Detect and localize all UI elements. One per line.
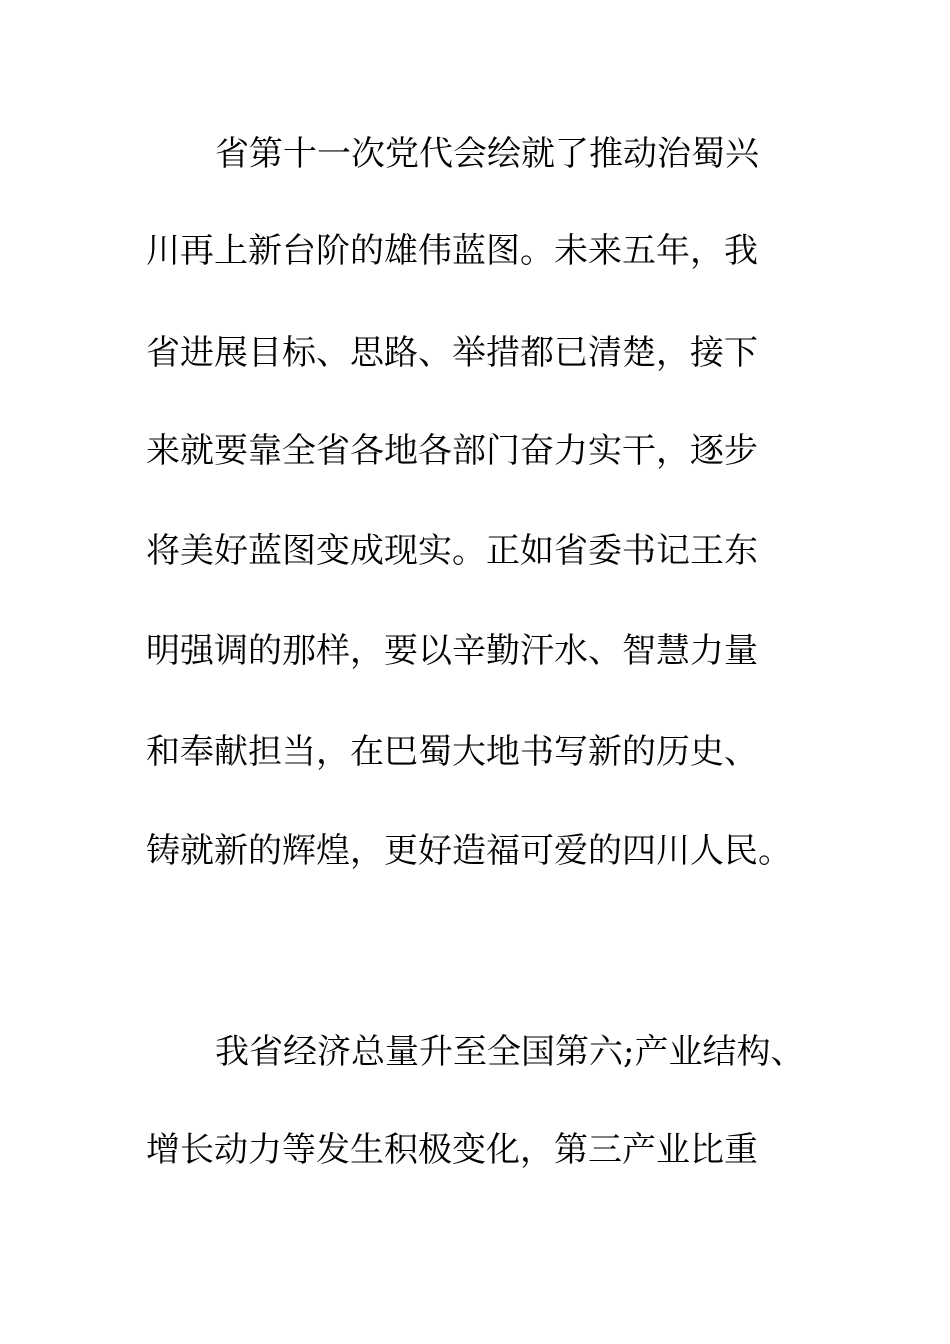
paragraph-line: 省第十一次党代会绘就了推动治蜀兴 xyxy=(215,134,759,174)
paragraph-line: 省进展目标、思路、举措都已清楚，接下 xyxy=(146,333,758,373)
paragraph-line: 和奉献担当，在巴蜀大地书写新的历史、 xyxy=(146,732,758,772)
paragraph-line: 明强调的那样，要以辛勤汗水、智慧力量 xyxy=(146,631,758,671)
paragraph-line: 我省经济总量升至全国第六;产业结构、 xyxy=(215,1032,805,1072)
paragraph-line: 来就要靠全省各地各部门奋力实干，逐步 xyxy=(146,431,758,471)
paragraph-line: 铸就新的辉煌，更好造福可爱的四川人民。 xyxy=(146,831,792,871)
paragraph-line: 增长动力等发生积极变化，第三产业比重 xyxy=(146,1130,758,1170)
paragraph-line: 将美好蓝图变成现实。正如省委书记王东 xyxy=(146,531,758,571)
paragraph-line: 川再上新台阶的雄伟蓝图。未来五年，我 xyxy=(146,231,758,271)
